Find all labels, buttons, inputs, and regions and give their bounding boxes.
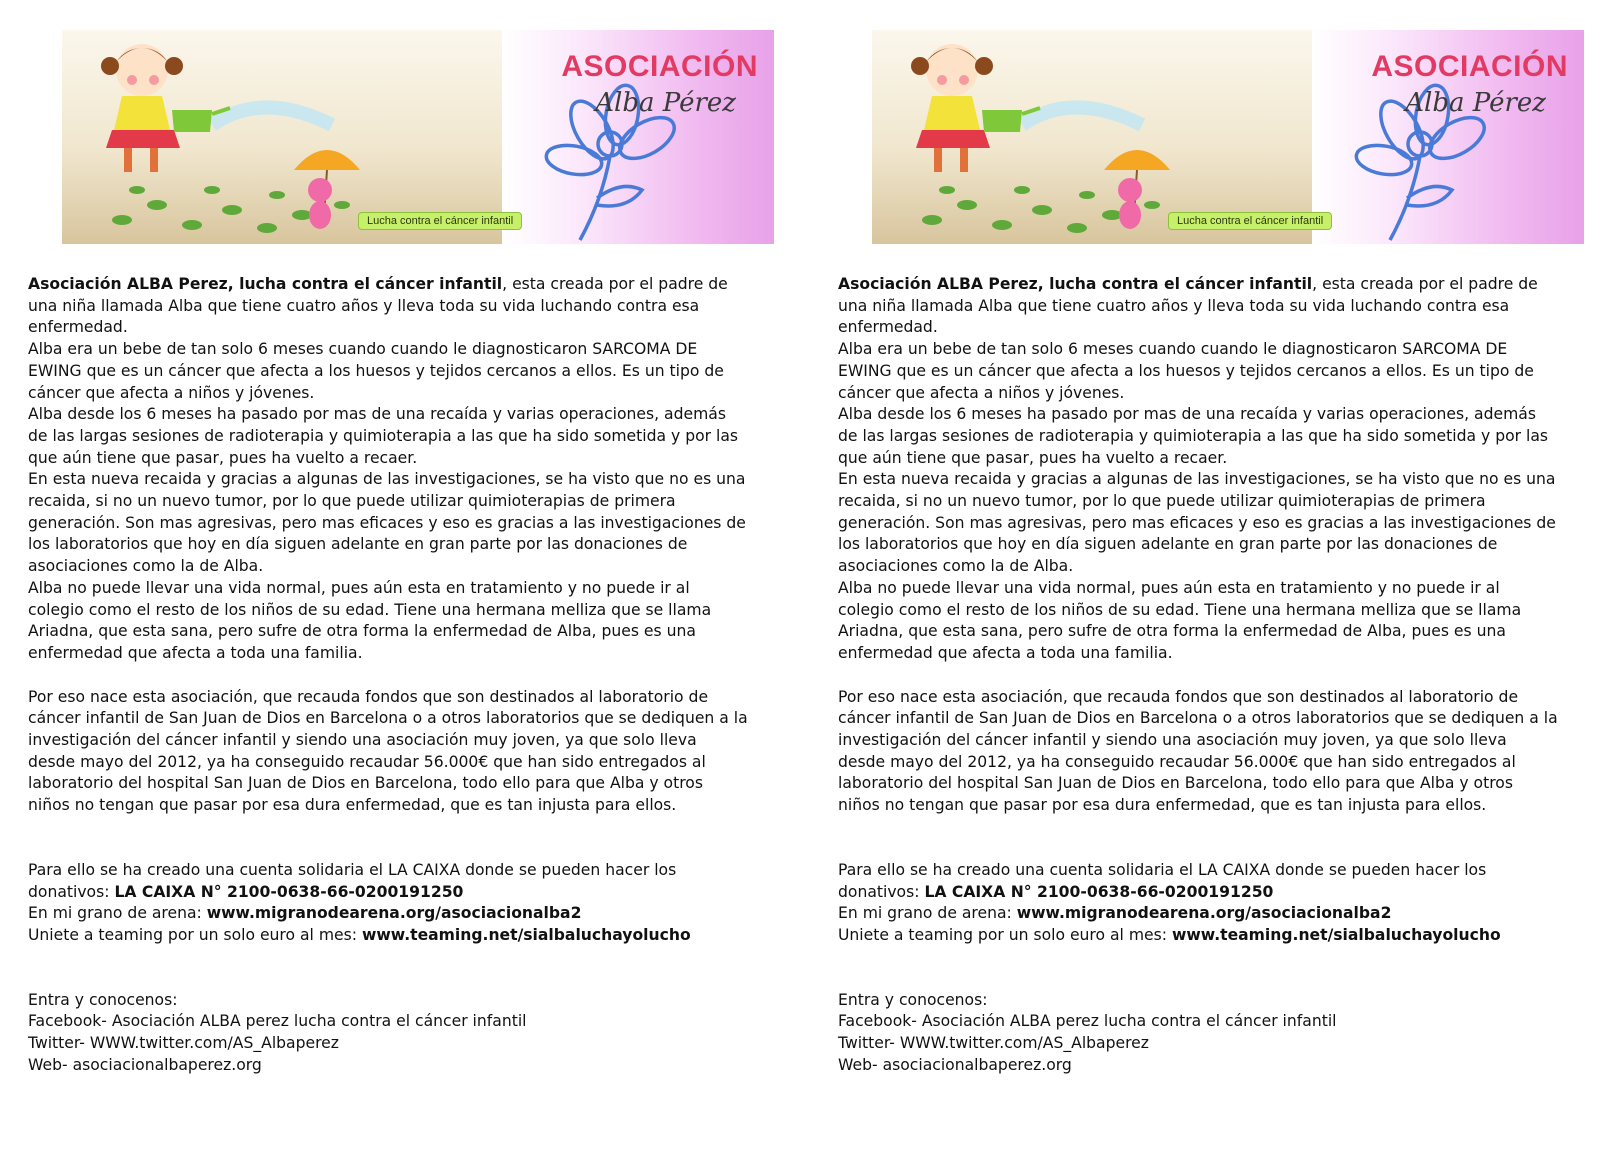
teaming-link[interactable]: www.teaming.net/sialbaluchayolucho xyxy=(361,925,691,944)
grano-label: En mi grano de arena: xyxy=(28,904,207,923)
teaming-label: Uniete a teaming por un solo euro al mes: xyxy=(28,925,362,944)
purpose-paragraph: Por eso nace esta asociación, que recauda fondos que son destinados al laboratorio de cáncer infantil de San Juan de Dios en Barcelona o a otros laboratorios que se dediquen a la investigación del cáncer infantil y siendo una asociación muy joven, ya que solo lleva desde mayo del 2012, ya ha conseguido recaudar 56.000€ que han sido entregados al laboratorio del hospital San Juan de Dios en Barcelona, todo ello para que Alba y otros niños no tengan que pasar por esa dura enfermedad, que es tan injusta para ellos. xyxy=(838,687,1558,815)
grano-link[interactable]: www.migranodearena.org/asociacionalba2 xyxy=(206,904,582,923)
diagnosis-paragraph: Alba era un bebe de tan solo 6 meses cuando cuando le diagnosticaron SARCOMA DE EWING que es un cáncer que afecta a los huesos y tejidos cercanos a ellos. Es un tipo de cáncer que afecta a niños y jóvenes. xyxy=(838,340,1534,402)
donate-text: Para ello se ha creado una cuenta solidaria el LA CAIXA donde se pueden hacer los donativos: xyxy=(28,860,677,901)
grano-label: En mi grano de arena: xyxy=(838,904,1017,923)
grano-line xyxy=(838,903,1558,925)
facebook-line: Facebook- Asociación ALBA perez lucha contra el cáncer infantil xyxy=(28,1012,527,1031)
diagnosis-paragraph: Alba era un bebe de tan solo 6 meses cuando cuando le diagnosticaron SARCOMA DE EWING que es un cáncer que afecta a los huesos y tejidos cercanos a ellos. Es un tipo de cáncer que afecta a niños y jóvenes. xyxy=(28,340,724,402)
facebook-line: Facebook- Asociación ALBA perez lucha contra el cáncer infantil xyxy=(838,1012,1337,1031)
history-paragraph: Alba desde los 6 meses ha pasado por mas de una recaída y varias operaciones, además de las largas sesiones de radioterapia y quimioterapia a las que ha sido sometida y por las que aún tiene que pasar, pues ha vuelto a recaer. xyxy=(28,405,739,467)
flyer-text xyxy=(838,274,1558,1077)
twitter-line: Twitter- WWW.twitter.com/AS_Albaperez xyxy=(28,1034,339,1053)
new-tumor-paragraph: En esta nueva recaida y gracias a algunas de las investigaciones, se ha visto que no es una recaida, si no un nuevo tumor, por lo que puede utilizar quimioterapias de primera generación. Son mas agresivas, pero mas eficaces y eso es gracias a las investigaciones de los laboratorios que hoy en día siguen adelante en gran parte por las donaciones de asociaciones como la de Alba. xyxy=(838,470,1556,576)
brand-alba-perez: Alba Pérez xyxy=(595,88,736,118)
flyer-right xyxy=(838,30,1578,1077)
intro-paragraph xyxy=(838,274,1558,339)
life-paragraph: Alba no puede llevar una vida normal, pues aún esta en tratamiento y no puede ir al colegio como el resto de los niños de su edad. Tiene una hermana melliza que se llama Ariadna, que esta sana, pero sufre de otra forma la enfermedad de Alba, pues es una enfermedad que afecta a toda una familia. xyxy=(838,578,1522,662)
contact-heading: Entra y conocenos: xyxy=(28,990,178,1009)
grano-line xyxy=(28,903,748,925)
donate-paragraph xyxy=(838,860,1558,903)
intro-bold: Asociación ALBA Perez, lucha contra el cáncer infantil xyxy=(28,275,503,293)
contact-heading: Entra y conocenos: xyxy=(838,990,988,1009)
teaming-link[interactable]: www.teaming.net/sialbaluchayolucho xyxy=(1171,925,1501,944)
teaming-label: Uniete a teaming por un solo euro al mes: xyxy=(838,925,1172,944)
girl-face xyxy=(116,44,168,96)
flyer-left xyxy=(28,30,768,1077)
flyer-text xyxy=(28,274,748,1077)
tagline-badge: Lucha contra el cáncer infantil xyxy=(358,212,522,230)
purpose-paragraph: Por eso nace esta asociación, que recauda fondos que son destinados al laboratorio de cáncer infantil de San Juan de Dios en Barcelona o a otros laboratorios que se dediquen a la investigación del cáncer infantil y siendo una asociación muy joven, ya que solo lleva desde mayo del 2012, ya ha conseguido recaudar 56.000€ que han sido entregados al laboratorio del hospital San Juan de Dios en Barcelona, todo ello para que Alba y otros niños no tengan que pasar por esa dura enfermedad, que es tan injusta para ellos. xyxy=(28,687,748,815)
intro-paragraph xyxy=(28,274,748,339)
life-paragraph: Alba no puede llevar una vida normal, pues aún esta en tratamiento y no puede ir al colegio como el resto de los niños de su edad. Tiene una hermana melliza que se llama Ariadna, que esta sana, pero sufre de otra forma la enfermedad de Alba, pues es una enfermedad que afecta a toda una familia. xyxy=(28,578,712,662)
brand-asociacion: ASOCIACIÓN xyxy=(561,50,758,83)
teaming-line xyxy=(838,925,1558,947)
intro-rest: , esta creada por el padre de una niña llamada Alba que tiene cuatro años y lleva toda su vida luchando contra esa enfermedad. xyxy=(28,275,728,337)
intro-rest: , esta creada por el padre de una niña llamada Alba que tiene cuatro años y lleva toda su vida luchando contra esa enfermedad. xyxy=(838,275,1538,337)
web-line: Web- asociacionalbaperez.org xyxy=(838,1055,1072,1074)
bank-account: LA CAIXA N° 2100-0638-66-0200191250 xyxy=(114,882,464,901)
bank-account: LA CAIXA N° 2100-0638-66-0200191250 xyxy=(924,882,1274,901)
banner-image xyxy=(62,30,774,244)
teaming-line xyxy=(28,925,748,947)
history-paragraph: Alba desde los 6 meses ha pasado por mas de una recaída y varias operaciones, además de las largas sesiones de radioterapia y quimioterapia a las que ha sido sometida y por las que aún tiene que pasar, pues ha vuelto a recaer. xyxy=(838,405,1549,467)
donate-paragraph xyxy=(28,860,748,903)
new-tumor-paragraph: En esta nueva recaida y gracias a algunas de las investigaciones, se ha visto que no es una recaida, si no un nuevo tumor, por lo que puede utilizar quimioterapias de primera generación. Son mas agresivas, pero mas eficaces y eso es gracias a las investigaciones de los laboratorios que hoy en día siguen adelante en gran parte por las donaciones de asociaciones como la de Alba. xyxy=(28,470,746,576)
web-line: Web- asociacionalbaperez.org xyxy=(28,1055,262,1074)
twitter-line: Twitter- WWW.twitter.com/AS_Albaperez xyxy=(838,1034,1149,1053)
banner-image xyxy=(872,30,1584,244)
donate-text: Para ello se ha creado una cuenta solidaria el LA CAIXA donde se pueden hacer los donativos: xyxy=(838,860,1487,901)
brand-alba-perez: Alba Pérez xyxy=(1405,88,1546,118)
grano-link[interactable]: www.migranodearena.org/asociacionalba2 xyxy=(1016,904,1392,923)
tagline-badge: Lucha contra el cáncer infantil xyxy=(1168,212,1332,230)
brand-asociacion: ASOCIACIÓN xyxy=(1371,50,1568,83)
intro-bold: Asociación ALBA Perez, lucha contra el cáncer infantil xyxy=(838,275,1313,293)
